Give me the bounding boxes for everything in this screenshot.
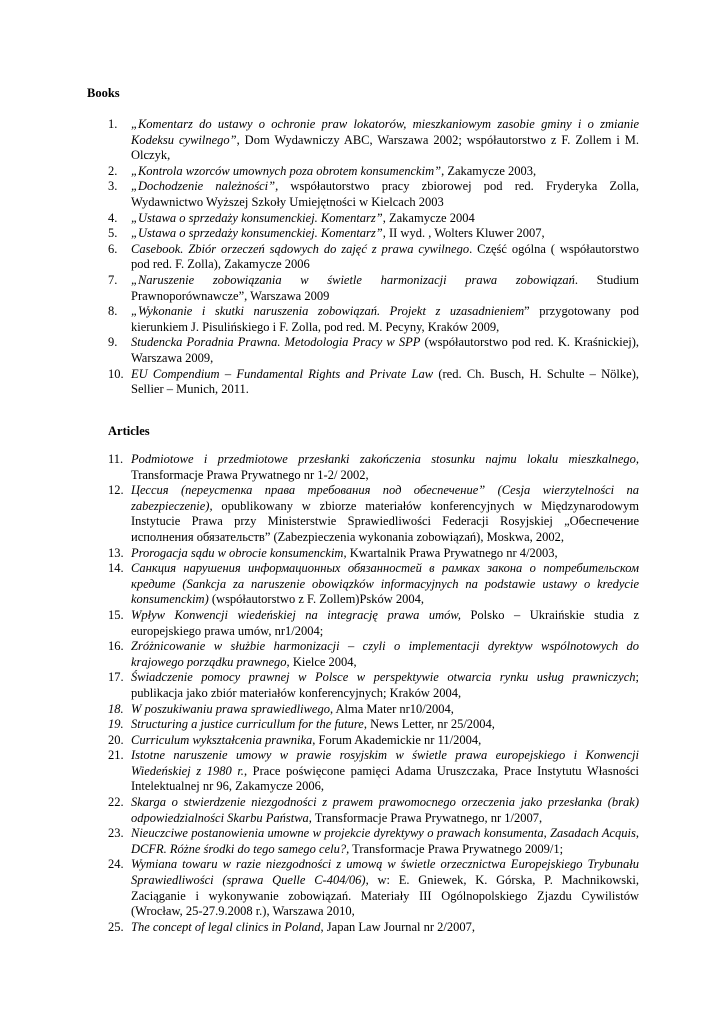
item-number: 3. bbox=[108, 179, 118, 194]
item-title: „Wykonanie i skutki naruszenia zobowiązań. Projekt z uzasadnieniem bbox=[131, 304, 525, 319]
item-title: Istotne naruszenie umowy w prawie rosyjskim w świetle prawa europejskiego i Konwencji Wiedeńskiej z 1980 r. bbox=[131, 748, 639, 778]
item-details: , II wyd. , Wolters Kluwer 2007, bbox=[382, 226, 545, 241]
item-title: The concept of legal clinics in Poland bbox=[131, 919, 321, 934]
item-number: 25. bbox=[108, 919, 124, 934]
item-number: 15. bbox=[108, 607, 124, 622]
articles-list-item bbox=[108, 748, 639, 795]
articles-list-item bbox=[108, 545, 639, 562]
item-details: ” przygotowany pod kierunkiem J. Pisulińskiego i F. Zolla, pod red. M. Pecyny, Kraków 2009, bbox=[131, 304, 640, 334]
item-number: 19. bbox=[108, 717, 124, 732]
articles-list-item bbox=[108, 561, 639, 608]
item-details: , Dom Wydawniczy ABC, Warszawa 2002; współautorstwo z F. Zollem i M. Olczyk, bbox=[131, 132, 640, 163]
item-title: Zróżnicowanie w służbie harmonizacji – czyli o implementacji dyrektyw wspólnotowych do krajowego porządku prawnego, bbox=[131, 639, 639, 669]
item-number: 24. bbox=[108, 857, 124, 872]
item-title: Structuring a justice curricullum for the future bbox=[131, 717, 364, 732]
articles-list-item bbox=[108, 919, 639, 936]
item-number: 13. bbox=[108, 545, 124, 560]
item-number: 1. bbox=[108, 117, 118, 131]
item-number: 7. bbox=[108, 272, 118, 287]
articles-list-item bbox=[108, 717, 639, 733]
item-number: 20. bbox=[108, 732, 124, 747]
item-number: 12. bbox=[108, 483, 124, 498]
articles-list-item bbox=[108, 639, 639, 670]
item-details: Kielce 2004, bbox=[289, 654, 357, 669]
item-number: 16. bbox=[108, 639, 124, 654]
item-details: , Zakamycze 2004 bbox=[382, 210, 475, 225]
item-title: Цессия (переустепка права требования под обеспечение” (Cesja wierzytelności na zabezpieczenie), bbox=[131, 483, 639, 513]
item-details: , współautorstwo pracy zbiorowej pod red. Fryderyka Zolla, Wydawnictwo Wyższej Szkoły Umiejętności w Kielcach 2003 bbox=[131, 179, 639, 209]
item-details: opublikowany w zbiorze materiałów konferencyjnych w Międzynarodowym Instytucie Prawa przy Ministerstwie Sprawiedliwości Federacji Rosyjskiej „Обеспечение исполнения обязательств” (Zabezpieczenia wykonania zobowiązań), Moskwa, 2002, bbox=[131, 498, 639, 544]
books-list bbox=[108, 117, 640, 398]
item-title: „Ustawa o sprzedaży konsumenckiej. Komentarz” bbox=[131, 210, 383, 225]
item-details: (współautorstwo z F. Zollem)Psków 2004, bbox=[208, 592, 425, 607]
articles-list-item bbox=[108, 452, 639, 483]
item-title: W poszukiwaniu prawa sprawiedliwego bbox=[131, 701, 330, 716]
item-details: Polsko – Ukraińskie studia z europejskiego prawa umów, nr1/2004; bbox=[131, 607, 639, 638]
articles-list-item bbox=[108, 483, 639, 545]
item-title: Prorogacja sądu w obrocie konsumenckim, bbox=[131, 545, 347, 560]
item-title: „Komentarz do ustawy o ochronie praw lokatorów, mieszkaniowym zasobie gminy i o zmianie Kodeksu cywilnego” bbox=[131, 117, 639, 147]
item-details: (współautorstwo pod red. K. Kraśnickiej), Warszawa 2009, bbox=[131, 335, 639, 365]
item-title: Wymiana towaru w razie niezgodności z umową w świetle orzecznictwa Europejskiego Trybunału Sprawiedliwości (sprawa Quelle C-404/06), bbox=[131, 857, 639, 888]
item-number: 8. bbox=[108, 304, 118, 319]
books-heading: Books bbox=[87, 86, 120, 100]
books-list-item bbox=[108, 335, 639, 366]
articles-heading: Articles bbox=[108, 424, 150, 438]
item-number: 5. bbox=[108, 226, 118, 241]
item-title: EU Compendium – Fundamental Rights and Private Law bbox=[131, 366, 434, 381]
books-list-item bbox=[108, 226, 639, 242]
item-number: 4. bbox=[108, 210, 118, 225]
articles-list-item bbox=[108, 732, 639, 749]
item-title: „Kontrola wzorców umownych poza obrotem konsumenckim” bbox=[131, 163, 442, 178]
item-number: 18. bbox=[108, 701, 124, 716]
item-details: Transformacje Prawa Prywatnego nr 1-2/ 2002, bbox=[131, 467, 369, 482]
item-title: Wpływ Konwencji wiedeńskiej na integrację prawa umów, bbox=[131, 607, 461, 622]
item-details: . Studium Prawnoporównawcze”, Warszawa 2009 bbox=[131, 272, 640, 303]
books-list-item bbox=[108, 210, 639, 227]
item-details: Kwartalnik Prawa Prywatnego nr 4/2003, bbox=[346, 545, 558, 560]
books-list-item bbox=[108, 179, 639, 210]
books-list-item bbox=[108, 366, 639, 398]
item-number: 22. bbox=[108, 795, 124, 810]
item-number: 23. bbox=[108, 826, 124, 841]
item-details: , News Letter, nr 25/2004, bbox=[363, 717, 495, 732]
articles-list-item bbox=[108, 826, 639, 857]
item-number: 17. bbox=[108, 670, 124, 685]
item-title: Casebook. Zbiór orzeczeń sądowych do zajęć z prawa cywilnego bbox=[131, 241, 470, 256]
books-list-item bbox=[108, 304, 640, 335]
item-details: ; publikacja jako zbiór materiałów konferencyjnych; Kraków 2004, bbox=[131, 670, 639, 700]
articles-list-item bbox=[108, 701, 639, 718]
books-list-item bbox=[108, 163, 639, 180]
item-number: 9. bbox=[108, 335, 118, 350]
item-details: , Forum Akademickie nr 11/2004, bbox=[312, 732, 482, 747]
item-title: Санкция нарушения информационных обязанностей в рамках закона о потребительском кредите (Sankcja za naruszenie obowiązków informacyjnych na podstawie ustawy o kredycie konsumenckim) bbox=[131, 561, 639, 607]
item-number: 21. bbox=[108, 748, 124, 763]
item-details: , Prace poświęcone pamięci Adama Uruszczaka, Prace Instytutu Własności Intelektualnej nr 96, Zakamycze 2006, bbox=[131, 763, 639, 794]
item-details: Transformacje Prawa Prywatnego 2009/1; bbox=[349, 841, 564, 856]
articles-list-item bbox=[108, 670, 639, 701]
articles-list-item bbox=[108, 857, 639, 919]
item-number: 14. bbox=[108, 561, 124, 576]
item-title: Skarga o stwierdzenie niezgodności z prawem prawomocnego orzeczenia jako przesłanka (brak) odpowiedzialności Skarbu Państwa bbox=[131, 795, 639, 825]
item-title: Świadczenie pomocy prawnej w Polsce w perspektywie otwarcia rynku usług prawniczych bbox=[131, 670, 636, 685]
item-details: (red. Ch. Busch, H. Schulte – Nölke), Sellier – Munich, 2011. bbox=[131, 366, 639, 397]
books-list-item bbox=[108, 241, 639, 273]
books-list-item bbox=[108, 272, 640, 304]
item-details: , Transformacje Prawa Prywatnego, nr 1/2007, bbox=[308, 810, 543, 825]
books-list-item bbox=[108, 117, 640, 164]
item-title: Curriculum wykształcenia prawnika bbox=[131, 732, 313, 747]
item-title: Nieuczciwe postanowienia umowne w projekcie dyrektywy o prawach konsumenta, Zasadach Acquis, DCFR. Różne środki do tego samego celu?, bbox=[131, 826, 639, 856]
articles-list-item bbox=[108, 795, 639, 826]
item-details: w: E. Gniewek, K. Górska, P. Machnikowski, Zaciąganie i wykonywanie zobowiązań. Materiały III Ogólnopolskiego Zjazdu Cywilistów (Wrocław, 25-27.9.2008 r.), Warszawa 2010, bbox=[131, 873, 639, 919]
articles-list bbox=[108, 452, 639, 935]
item-title: „Naruszenie zobowiązania w świetle harmonizacji prawa zobowiązań bbox=[131, 272, 575, 287]
item-title: „Dochodzenie należności” bbox=[131, 179, 276, 194]
item-title: Studencka Poradnia Prawna. Metodologia Pracy w SPP bbox=[131, 335, 421, 350]
item-number: 2. bbox=[108, 163, 118, 178]
item-details: , Alma Mater nr10/2004, bbox=[329, 701, 454, 716]
item-details: . Część ogólna ( współautorstwo pod red. F. Zolla), Zakamycze 2006 bbox=[131, 241, 639, 272]
item-details: , Japan Law Journal nr 2/2007, bbox=[320, 919, 476, 934]
item-title: Podmiotowe i przedmiotowe przesłanki zakończenia stosunku najmu lokalu mieszkalnego, bbox=[131, 452, 639, 466]
item-number: 10. bbox=[108, 366, 124, 381]
item-number: 6. bbox=[108, 241, 118, 256]
item-number: 11. bbox=[108, 452, 124, 466]
item-details: , Zakamycze 2003, bbox=[441, 163, 537, 178]
articles-list-item bbox=[108, 607, 639, 639]
item-title: „Ustawa o sprzedaży konsumenckiej. Komentarz” bbox=[131, 226, 383, 241]
